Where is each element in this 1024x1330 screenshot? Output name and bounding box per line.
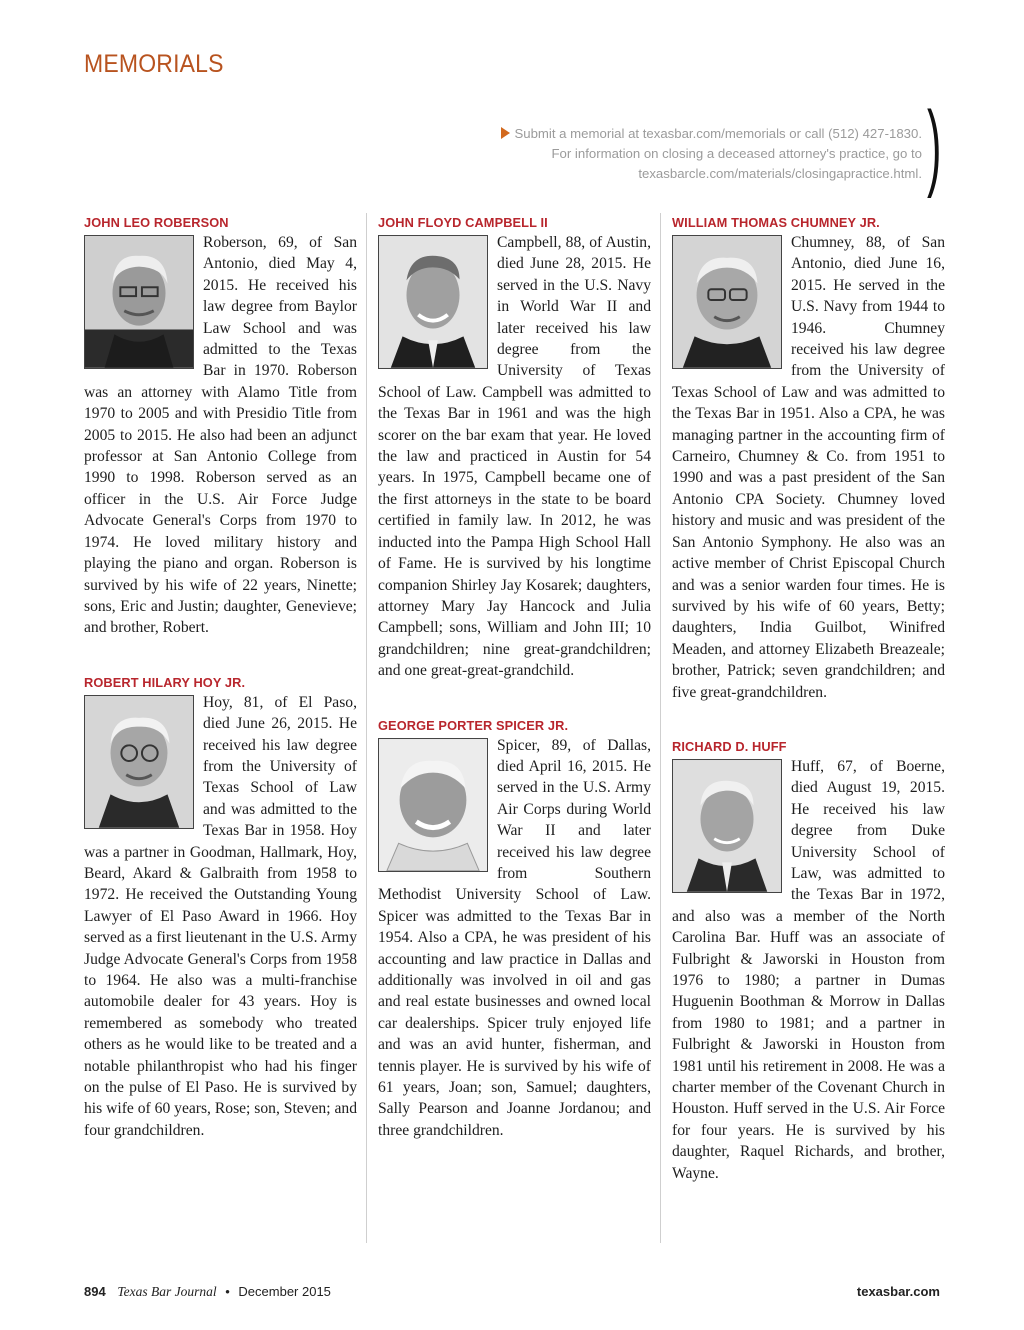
- column-2: [378, 213, 651, 1175]
- memorial-text: Chumney, 88, of San Antonio, died June 16, 2015. He served in the U.S. Navy from 1944 to 1946. Chumney received his law degree from the University of Texas School of Law and was admitted to the Texas Bar in 1951. Also a CPA, he was managing partner in the accounting firm of Carneiro, Chumney & Co. from 1951 to 1990 and was a past president of the San Antonio CPA Society. Chumney loved history and music and was president of the San Antonio Symphony. He also was an active member of Christ Episcopal Church and was a senior warden four times. He is survived by his wife of 60 years, Betty; daughters, India Guilbot, Winifred Meaden, and attorney Elizabeth Breazeale; brother, Patrick; seven grandchildren; and five great-grandchildren.: [672, 234, 945, 701]
- closing-paren-decoration: ): [927, 92, 942, 199]
- portrait-photo: [672, 759, 782, 893]
- memorial-text: Roberson, 69, of San Antonio, died May 4, 2015. He received his law degree from Baylor Law School and was admitted to the Texas Bar in 1970. Roberson was an attorney with Alamo Title from 1970 to 2005 and with Presidio Title from 2005 to 2015. He also had been an adjunct professor at San Antonio College from 1990 to 1998. Roberson served as an officer in the U.S. Air Force Judge Advocate General's Corps from 1970 to 1974. He loved military history and playing the piano and organ. Roberson is survived by his wife of 22 years, Ninette; sons, Eric and Justin; daughter, Genevieve; and brother, Robert.: [84, 234, 357, 637]
- memorial-entry: [378, 716, 651, 1142]
- memorial-name: WILLIAM THOMAS CHUMNEY JR.: [672, 215, 880, 230]
- page-title: MEMORIALS: [84, 50, 224, 78]
- portrait-photo: [378, 235, 488, 369]
- page-number: 894: [84, 1284, 106, 1299]
- portrait-photo: [84, 235, 194, 369]
- memorial-text: Spicer, 89, of Dallas, died April 16, 2015. He served in the U.S. Army Air Corps during World War II and later received his law degree from Southern Methodist University School of Law. Spicer was admitted to the Texas Bar in 1954. Also a CPA, he was president of his accounting and law practice in Dallas and additionally was involved in oil and gas and real estate businesses and owned local car dealerships. Spicer truly enjoyed life and was an avid hunter, fisherman, and tennis player. He is survived by his wife of 61 years, Joan; son, Samuel; daughters, Sally Pearson and Joanne Jordanou; and three grandchildren.: [378, 736, 651, 1139]
- memorial-entry: [378, 213, 651, 682]
- memorial-text: Hoy, 81, of El Paso, died June 26, 2015. He received his law degree from the University of Texas School of Law and was admitted to the Texas Bar in 1958. Hoy was a partner in Goodman, Hallmark, Hoy, Beard, Akard & Galbraith from 1958 to 1972. He received the Outstanding Young Lawyer of El Paso Award in 1966. Hoy served as a first lieutenant in the U.S. Army Judge Advocate General's Corps from 1958 to 1964. He also was a multi-franchise automobile dealer for 43 years. Hoy is remembered as somebody who treated others as he would like to be treated and a notable philanthropist who had his finger on the pulse of El Paso. He is survived by his wife of 60 years, Rose; son, Steven; and four grandchildren.: [84, 693, 357, 1139]
- column-3: [672, 213, 945, 1218]
- footer-bullet: •: [225, 1284, 230, 1299]
- portrait-photo: [84, 695, 194, 829]
- submit-note-line-2: For information on closing a deceased attorney's practice, go to: [551, 146, 922, 161]
- issue-date: December 2015: [238, 1284, 331, 1299]
- portrait-photo: [378, 738, 488, 872]
- memorial-entry: [84, 673, 357, 1142]
- memorial-entry: [84, 213, 357, 639]
- memorial-entry: [672, 737, 945, 1184]
- memorial-name: GEORGE PORTER SPICER JR.: [378, 717, 569, 733]
- portrait-photo: [672, 235, 782, 369]
- column-divider: [366, 213, 367, 1243]
- submit-note-line-1[interactable]: Submit a memorial at texasbar.com/memorials or call (512) 427-1830.: [514, 126, 922, 141]
- submit-memorial-note: [402, 124, 922, 184]
- journal-name: Texas Bar Journal: [117, 1284, 217, 1299]
- column-1: [84, 213, 357, 1175]
- site-link[interactable]: texasbar.com: [856, 1284, 940, 1299]
- column-divider: [660, 213, 661, 1243]
- memorial-name: ROBERT HILARY HOY JR.: [84, 674, 246, 690]
- submit-note-line-3[interactable]: texasbarcle.com/materials/closingapractice.html.: [638, 166, 922, 181]
- memorial-text: Huff, 67, of Boerne, died August 19, 2015. He received his law degree from Duke University School of Law, was admitted to the Texas Bar in 1972, and also was a member of the North Carolina Bar. Huff was an associate of Fulbright & Jaworski in Houston from 1976 to 1980; a partner in Dumas Huguenin Boothman & Morrow in Dallas from 1980 to 1981; and a partner in Fulbright & Jaworski in Houston from 1981 until his retirement in 2008. He was a charter member of the Covenant Church in Houston. Huff served in the U.S. Air Force for four years. He is survived by his daughter, Raquel Richards, and brother, Wayne.: [672, 757, 945, 1182]
- memorial-name: RICHARD D. HUFF: [672, 738, 787, 754]
- page-footer: [84, 1284, 940, 1300]
- memorial-entry: [672, 213, 945, 703]
- play-triangle-icon: [501, 127, 510, 139]
- memorial-name: JOHN LEO ROBERSON: [84, 215, 229, 230]
- memorial-text: Campbell, 88, of Austin, died June 28, 2015. He served in the U.S. Navy in World War II and later received his law degree from the University of Texas School of Law. Campbell was admitted to the Texas Bar in 1961 and was the high scorer on the bar exam that year. He loved the law and practiced in Austin for 54 years. In 1975, Campbell became one of the first attorneys in the state to be board certified in family law. In 2012, he was inducted into the Pampa High School Hall of Fame. He is survived by his longtime companion Shirley Jay Kosarek; daughters, attorney Mary Jay Hancock and Julia Campbell; sons, William and John III; 10 grandchildren; nine great-grandchildren; and one great-great-grandchild.: [378, 234, 651, 680]
- memorial-name: JOHN FLOYD CAMPBELL II: [378, 215, 548, 230]
